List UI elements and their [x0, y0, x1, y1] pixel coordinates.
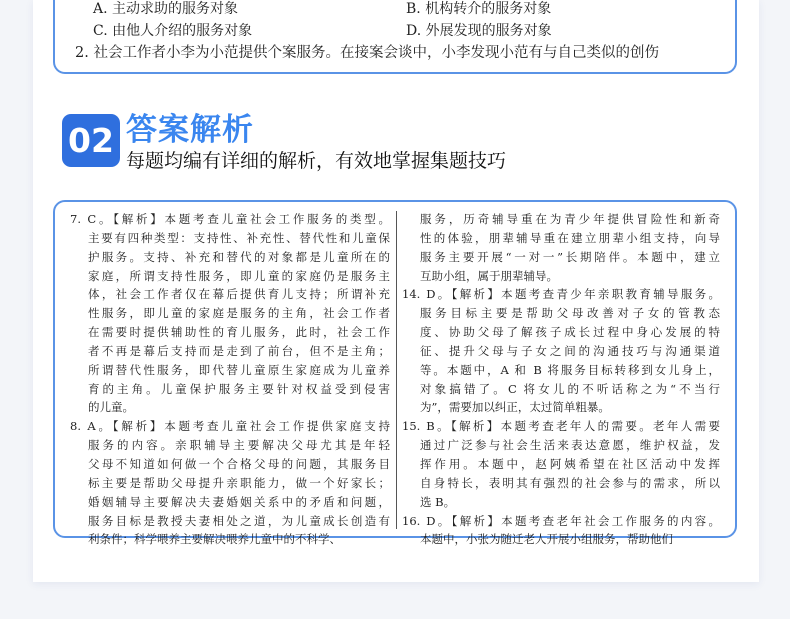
answer-line: 服务的内容。亲职辅导主要解决父母尤其是年轻 — [88, 438, 390, 453]
answer-line: 14. D。【解析】本题考查青少年亲职教育辅导服务。 — [402, 287, 720, 302]
answer-line: 服务目标是教授夫妻相处之道，为儿童成长创造有 — [88, 513, 390, 528]
answer-line: 8. A。【解析】本题考查儿童社会工作提供家庭支持 — [70, 419, 390, 434]
answer-line: 互助小组，属于朋辈辅导。 — [420, 268, 558, 283]
answer-line: 挥作用。本题中，赵阿姨希望在社区活动中发挥 — [420, 456, 720, 471]
answer-line: 父母不知道如何做一个合格父母的问题，其服务目 — [88, 456, 390, 471]
answer-line: 标主要是帮助父母提升亲职能力，做一个好家长； — [88, 475, 390, 490]
answer-line: 服务目标主要是帮助父母改善对子女的管教态 — [420, 306, 720, 321]
answer-line: 体，社会工作者仅在幕后提供育儿支持；所谓补充 — [88, 287, 390, 302]
answer-line: 在需要时提供辅助性的育儿服务，此时，社会工作 — [88, 325, 390, 340]
answer-line: 婚姻辅导主要解决夫妻婚姻关系中的矛盾和问题， — [88, 494, 390, 509]
answer-line: 度、协助父母了解孩子成长过程中身心发展的特 — [420, 325, 720, 340]
answer-line: 征、提升父母与子女之间的沟通技巧与沟通渠道 — [420, 343, 720, 358]
answer-line: 服务主要开展“一对一”长期陪伴。本题中，建立 — [420, 249, 720, 264]
answer-line: 等。本题中，A 和 B 将服务目标转移到女儿身上， — [420, 362, 720, 377]
option-c: C. 由他人介绍的服务对象 — [93, 23, 253, 39]
answer-line: 15. B。【解析】本题考查老年人的需要。老年人需要 — [402, 419, 720, 434]
answer-line: 家庭，所谓支持性服务，即儿童的家庭仍是服务主 — [88, 268, 390, 283]
answer-line: 性服务，即儿童的家庭是服务的主角，社会工作者 — [88, 306, 390, 321]
answer-line: 7. C。【解析】本题考查儿童社会工作服务的类型。 — [70, 212, 390, 226]
answer-line: 所谓替代性服务，即代替儿童原生家庭成为儿童养 — [88, 362, 390, 377]
answer-line: 16. D。【解析】本题考查老年社会工作服务的内容。 — [402, 513, 720, 528]
question-box — [53, 0, 737, 74]
answer-line: 性的体验，朋辈辅导重在建立朋辈小组支持，向导 — [420, 230, 720, 245]
answer-line: 通过广泛参与社会生活来表达意愿，维护权益，发 — [420, 438, 720, 453]
column-divider — [396, 211, 397, 529]
option-a: A. 主动求助的服务对象 — [93, 1, 239, 17]
answer-line: 本题中，小张为随迁老人开展小组服务，帮助他们 — [420, 532, 673, 547]
answer-line: 自身特长，表明其有强烈的社会参与的需求，所以 — [420, 475, 720, 490]
section-title: 答案解析 — [126, 112, 254, 148]
answer-line: 服务，历奇辅导重在为青少年提供冒险性和新奇 — [420, 212, 720, 226]
answer-line: 者不再是幕后支持而是走到了前台，但不是主角； — [88, 343, 390, 358]
answer-line: 对象搞错了。C 将女儿的不听话称之为“不当行 — [420, 381, 720, 396]
answer-column-right — [402, 210, 720, 549]
answer-line: 的儿童。 — [88, 400, 134, 415]
option-b: B. 机构转介的服务对象 — [406, 1, 552, 17]
answer-line: 育的主角。儿童保护服务主要针对权益受到侵害 — [88, 381, 390, 396]
answer-line: 护服务。支持、补充和替代的对象都是儿童所在的 — [88, 249, 390, 264]
option-d: D. 外展发现的服务对象 — [406, 23, 552, 39]
section-number-badge: 02 — [62, 114, 120, 167]
section-subtitle: 每题均编有详细的解析，有效地掌握集题技巧 — [126, 150, 507, 172]
answer-line: 利条件；科学喂养主要解决喂养儿童中的不科学、 — [88, 532, 341, 547]
answer-column-left — [70, 210, 390, 549]
next-question: 2. 社会工作者小李为小范提供个案服务。在接案会谈中，小李发现小范有与自己类似的创伤 — [75, 45, 659, 61]
answer-line: 选 B。 — [420, 494, 456, 509]
answer-line: 为”，需要加以纠正，太过简单粗暴。 — [420, 400, 610, 415]
answer-line: 主要有四种类型：支持性、补充性、替代性和儿童保 — [88, 230, 390, 245]
